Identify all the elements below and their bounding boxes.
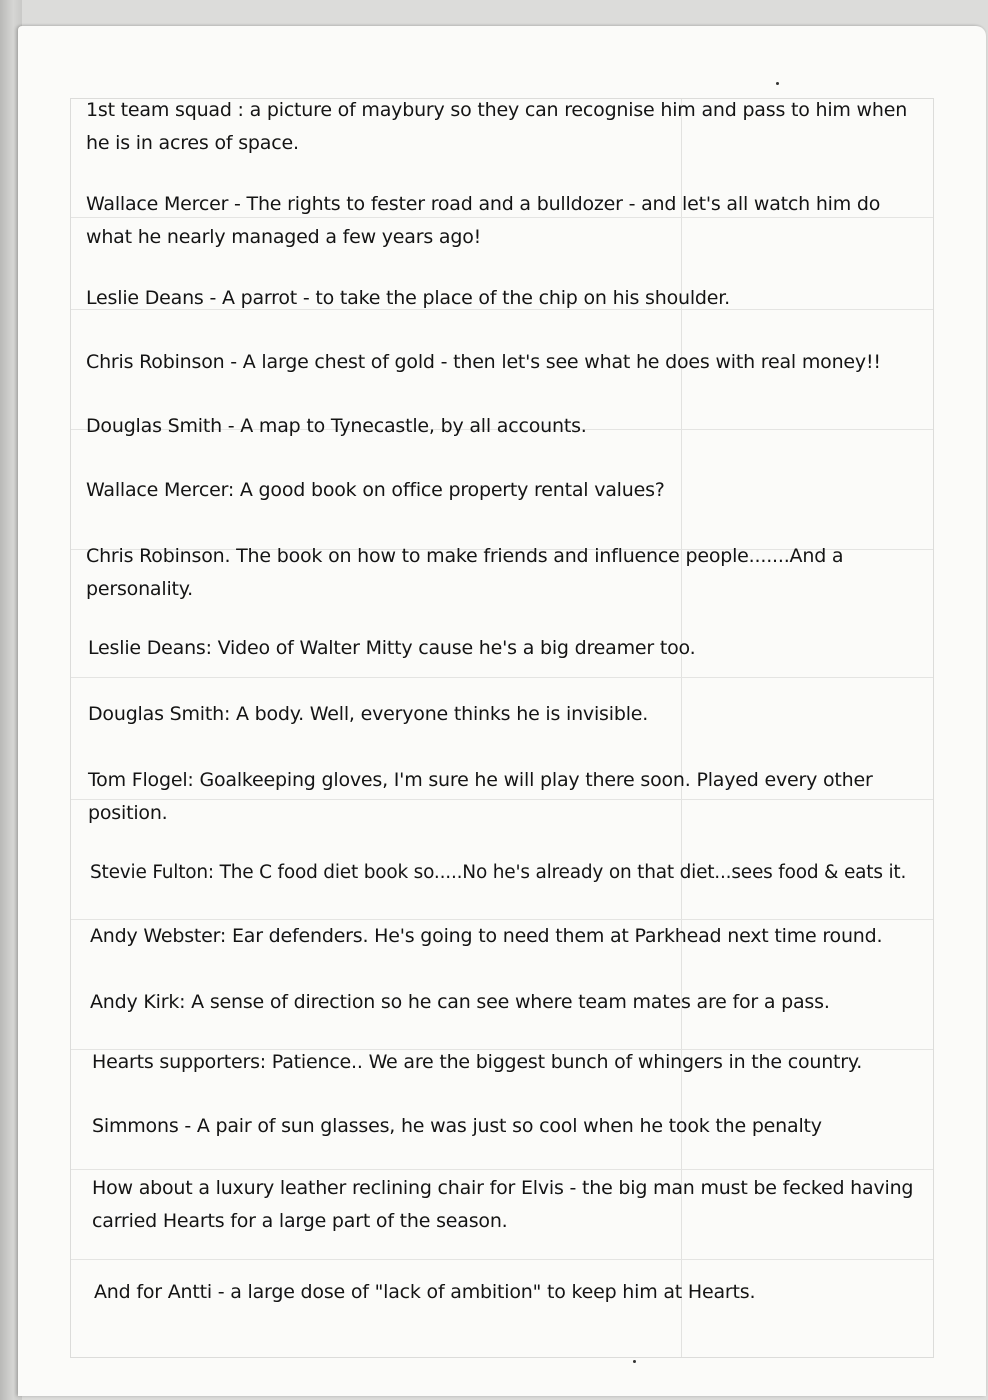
- entry-line: Leslie Deans - A parrot - to take the place of the chip on his shoulder.: [86, 287, 730, 309]
- entry-andy-webster: [90, 920, 882, 953]
- entry-line: Simmons - A pair of sun glasses, he was just so cool when he took the penalty: [92, 1115, 822, 1137]
- entry-squad: [86, 94, 907, 160]
- entry-chris-robinson-1: [86, 346, 881, 379]
- entry-douglas-smith-1: [86, 410, 587, 443]
- entry-leslie-deans-2: [88, 632, 695, 665]
- entry-simmons: [92, 1110, 822, 1143]
- entry-chris-robinson-2: [86, 540, 843, 606]
- entry-line: carried Hearts for a large part of the season.: [92, 1210, 508, 1232]
- entry-line: 1st team squad : a picture of maybury so they can recognise him and pass to him when: [86, 99, 908, 121]
- entry-line: Andy Webster: Ear defenders. He's going to need them at Parkhead next time round.: [90, 925, 883, 947]
- entry-leslie-deans-1: [86, 282, 730, 315]
- entry-wallace-mercer-1: [86, 188, 880, 254]
- entry-line: Chris Robinson. The book on how to make friends and influence people.......And a: [86, 545, 844, 567]
- entry-stevie-fulton: [90, 856, 906, 889]
- entry-line: Leslie Deans: Video of Walter Mitty cause he's a big dreamer too.: [88, 637, 696, 659]
- entry-line: he is in acres of space.: [86, 132, 299, 154]
- show-through-rule: [71, 1169, 933, 1170]
- entry-line: Douglas Smith - A map to Tynecastle, by all accounts.: [86, 415, 587, 437]
- ink-speck: [633, 1360, 636, 1363]
- entry-line: position.: [88, 802, 168, 824]
- entry-line: personality.: [86, 578, 193, 600]
- entry-line: Douglas Smith: A body. Well, everyone thinks he is invisible.: [88, 703, 649, 725]
- entry-hearts-supporters: [92, 1046, 862, 1079]
- entry-tom-flogel: [88, 764, 873, 830]
- show-through-rule: [71, 677, 933, 678]
- ink-speck: [776, 82, 779, 85]
- entry-line: Hearts supporters: Patience.. We are the biggest bunch of whingers in the country.: [92, 1051, 863, 1073]
- entry-line: And for Antti - a large dose of "lack of ambition" to keep him at Hearts.: [94, 1281, 756, 1303]
- entry-douglas-smith-2: [88, 698, 648, 731]
- entry-line: Andy Kirk: A sense of direction so he can see where team mates are for a pass.: [90, 991, 830, 1013]
- entry-line: Stevie Fulton: The C food diet book so.....No he's already on that diet...sees food & eats it.: [90, 862, 907, 883]
- entry-line: Wallace Mercer - The rights to fester road and a bulldozer - and let's all watch him do: [86, 193, 881, 215]
- entry-elvis: [92, 1172, 913, 1238]
- entry-line: Wallace Mercer: A good book on office property rental values?: [86, 479, 665, 501]
- entry-antti: [94, 1276, 755, 1309]
- entry-line: Chris Robinson - A large chest of gold - then let's see what he does with real money!!: [86, 351, 881, 373]
- show-through-rule: [71, 1259, 933, 1260]
- entry-line: what he nearly managed a few years ago!: [86, 226, 482, 248]
- entry-line: Tom Flogel: Goalkeeping gloves, I'm sure he will play there soon. Played every other: [88, 769, 873, 791]
- entry-wallace-mercer-2: [86, 474, 665, 507]
- entry-andy-kirk: [90, 986, 830, 1019]
- entry-line: How about a luxury leather reclining chair for Elvis - the big man must be fecked having: [92, 1177, 914, 1199]
